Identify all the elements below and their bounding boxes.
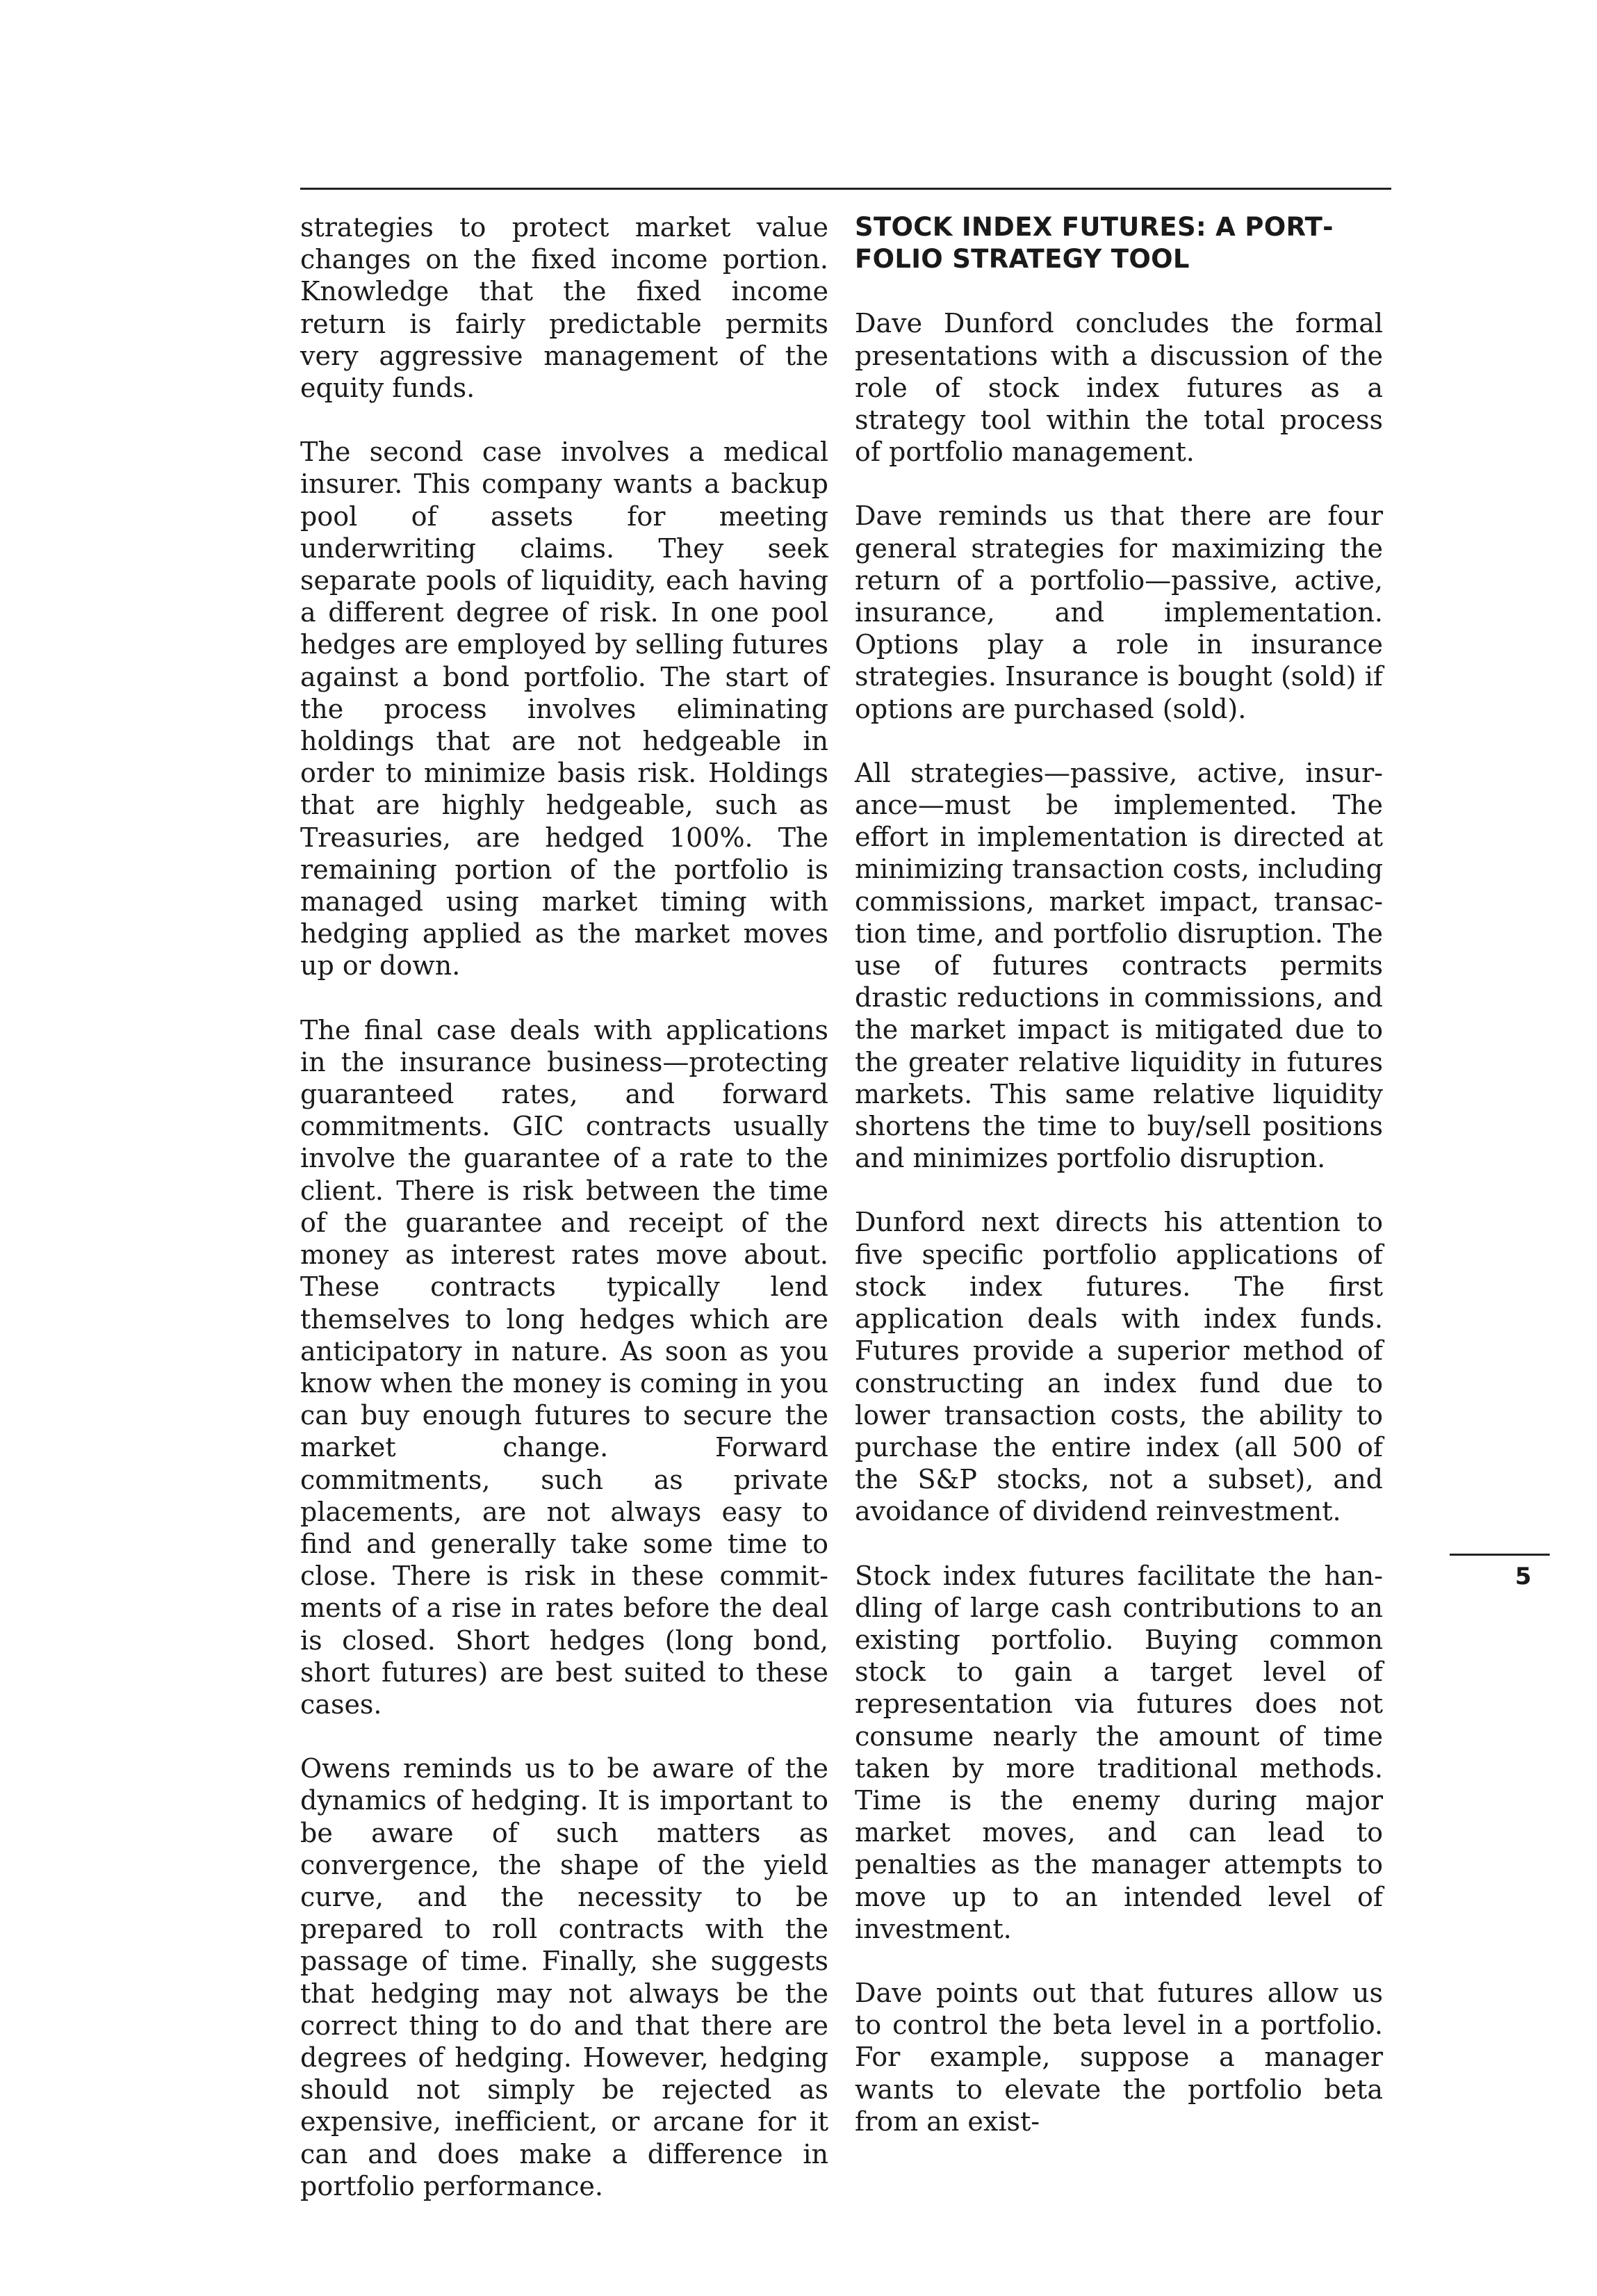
left-paragraph-2: The second case involves a medical insurer. This company wants a backup pool of assets for meeting underwriting claims. They seek separate pools of liquidity, each having a different degree of risk. In one pool hedges are employed by selling futures against a bond portfolio. The start of the process involves eliminating holdings that are not hedgeable in order to minimize basis risk. Holdings that are highly hedgeable, such as Treasuries, are hedged 100%. The remaining portion of the portfolio is managed using market timing with hedging applied as the market moves up or down. [300,437,828,982]
page-number-rule [1450,1554,1550,1556]
page-number: 5 [1515,1563,1532,1590]
right-paragraph-4: Dunford next directs his attention to five specific portfolio applications of stock index futures. The first application deals with index funds. Futures provide a superior method of constructing an index fund due to lower transaction costs, the ability to purchase the entire index (all 500 of the S&P stocks, not a subset), and avoidance of dividend reinvestment. [855,1207,1383,1527]
right-paragraph-5: Stock index futures facilitate the handling of large cash contributions to an existing portfolio. Buying common stock to gain a target level of representation via futures does not consume nearly the amount of time taken by more traditional methods. Time is the enemy during major market moves, and can lead to penalties as the manager attempts to move up to an intended level of investment. [855,1560,1383,1944]
right-paragraph-1: Dave Dunford concludes the formal presentations with a discussion of the role of stock index futures as a strategy tool within the total process of portfolio management. [855,308,1383,468]
top-rule [300,188,1391,190]
right-paragraph-3: All strategies—passive, active, insurance—must be implemented. The effort in implementation is directed at minimizing transaction costs, including commissions, market impact, transaction time, and portfolio disruption. The use of futures contracts permits drastic reductions in commissions, and the market impact is mitigated due to the greater relative liquidity in futures markets. This same relative liquidity shortens the time to buy/sell positions and minimizes portfolio disruption. [855,757,1383,1174]
right-paragraph-6: Dave points out that futures allow us to control the beta level in a portfolio. For example, suppose a manager wants to elevate the portfolio beta from an exist- [855,1977,1383,2137]
right-column [855,211,1383,2169]
left-paragraph-1: strategies to protect market value changes on the fixed income portion. Knowledge that the fixed income return is fairly predictable permits very aggressive management of the equity funds. [300,212,828,404]
right-paragraph-2: Dave reminds us that there are four general strategies for maximizing the return of a portfolio—passive, active, insurance, and implementation. Options play a role in insurance strategies. Insurance is bought (sold) if options are purchased (sold). [855,500,1383,724]
section-heading: STOCK INDEX FUTURES: A PORTFOLIO STRATEGY TOOL [855,212,1334,275]
left-column [300,211,828,2234]
left-paragraph-3: The final case deals with applications in the insurance business—protecting guaranteed rates, and forward commitments. GIC contracts usually involve the guarantee of a rate to the client. There is risk between the time of the guarantee and receipt of the money as interest rates move about. These contracts typically lend themselves to long hedges which are anticipatory in nature. As soon as you know when the money is coming in you can buy enough futures to secure the market change. Forward commitments, such as private placements, are not always easy to find and generally take some time to close. There is risk in these commitments of a rise in rates before the deal is closed. Short hedges (long bond, short futures) are best suited to these cases. [300,1014,828,1720]
left-paragraph-4: Owens reminds us to be aware of the dynamics of hedging. It is important to be aware of such matters as convergence, the shape of the yield curve, and the necessity to be prepared to roll contracts with the passage of time. Finally, she suggests that hedging may not always be the correct thing to do and that there are degrees of hedging. However, hedging should not simply be rejected as expensive, inefficient, or arcane for it can and does make a difference in portfolio performance. [300,1753,828,2201]
